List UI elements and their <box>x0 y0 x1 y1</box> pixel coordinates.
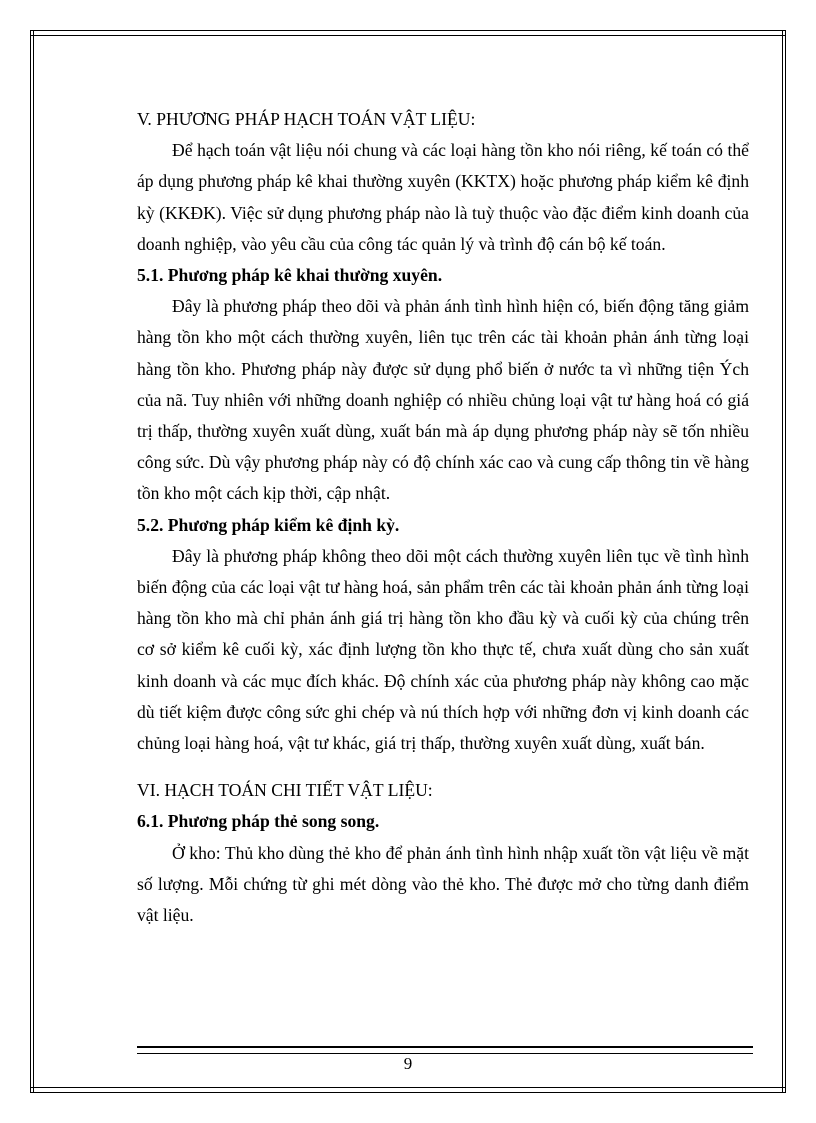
document-body <box>137 104 749 931</box>
subsection-5-2-heading: 5.2. Phương pháp kiểm kê định kỳ. <box>137 514 400 535</box>
section-5-heading: V. PHƯƠNG PHÁP HẠCH TOÁN VẬT LIỆU: <box>137 109 476 129</box>
subsection-6-1-heading: 6.1. Phương pháp thẻ song song. <box>137 811 380 832</box>
section-gap <box>137 759 749 775</box>
footer-rule <box>137 1046 753 1054</box>
page-number: 9 <box>403 1054 413 1073</box>
section-6-heading: VI. HẠCH TOÁN CHI TIẾT VẬT LIỆU: <box>137 780 433 801</box>
subsection-5-1-body: Đây là phương pháp theo dõi và phản ánh tình hình hiện có, biến động tăng giảm hàng tồn kho một cách thường xuyên, liên tục trên các tài khoản phản ánh từng loại hàng tồn kho. Phương pháp này được sử dụng phổ biến ở nước ta vì những tiện Ých của nã. Tuy nhiên với những doanh nghiệp có nhiều chủng loại vật tư hàng hoá có giá trị thấp, thường xuyên xuất dùng, xuất bán mà áp dụng phương pháp này sẽ tốn nhiều công sức. Dù vậy phương pháp này có độ chính xác cao và cung cấp thông tin về hàng tồn kho một cách kịp thời, cập nhật. <box>137 296 749 504</box>
subsection-6-1-body: Ở kho: Thủ kho dùng thẻ kho để phản ánh tình hình nhập xuất tồn vật liệu về mặt số lượng. Mỗi chứng từ ghi mét dòng vào thẻ kho. Thẻ được mở cho từng danh điểm vật liệu. <box>137 842 749 926</box>
section-5-intro: Để hạch toán vật liệu nói chung và các loại hàng tồn kho nói riêng, kế toán có thể áp dụng phương pháp kê khai thường xuyên (KKTX) hoặc phương pháp kiểm kê định kỳ (KKĐK). Việc sử dụng phương pháp nào là tuỳ thuộc vào đặc điểm kinh doanh của doanh nghiệp, vào yêu cầu của công tác quản lý và trình độ cán bộ kế toán. <box>137 140 749 254</box>
subsection-5-2-body: Đây là phương pháp không theo dõi một cách thường xuyên liên tục về tình hình biến động của các loại vật tư hàng hoá, sản phẩm trên các tài khoản phản ánh từng loại hàng tồn kho mà chỉ phản ánh giá trị hàng tồn kho đầu kỳ và cuối kỳ của chúng trên cơ sở kiểm kê cuối kỳ, xác định lượng tồn kho thực tế, chưa xuất dùng cho sản xuất kinh doanh và các mục đích khác. Độ chính xác của phương pháp này không cao mặc dù tiết kiệm được công sức ghi chép và nú thích hợp với những đơn vị kinh doanh các chủng loại hàng hoá, vật tư khác, giá trị thấp, thường xuyên xuất dùng, xuất bán. <box>137 545 749 754</box>
subsection-5-1-heading: 5.1. Phương pháp kê khai thường xuyên. <box>137 265 443 286</box>
